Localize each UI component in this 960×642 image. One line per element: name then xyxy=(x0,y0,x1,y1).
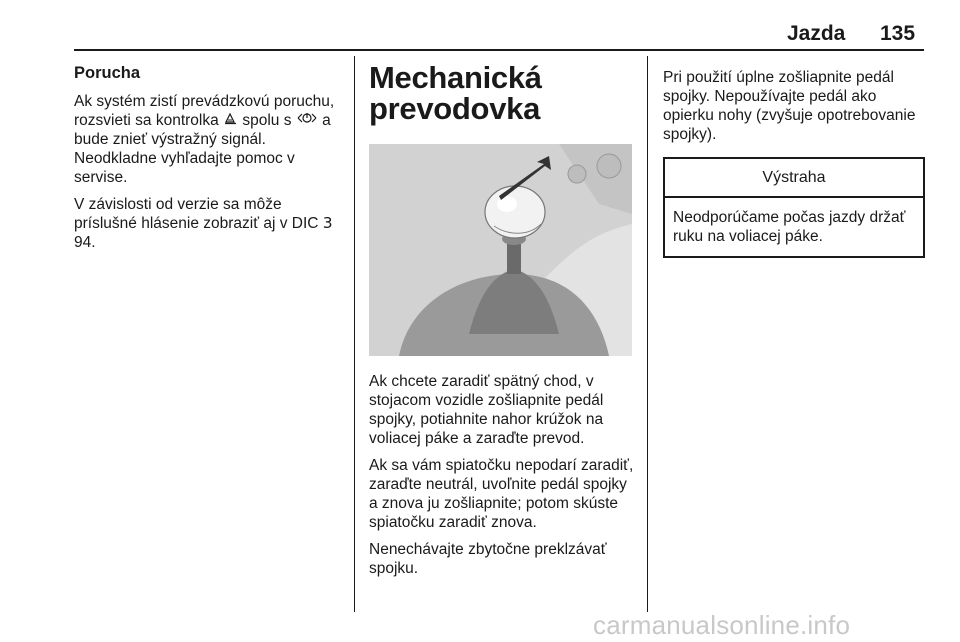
malfunction-paragraph: Ak systém zistí prevádzkovú poruchu, rozsvieti sa kontrolka spolu s a bude znieť výstražný signál. Neodkladne vyhľadajte pomoc v servise. xyxy=(74,93,335,186)
section-heading-manual-transmission: Mechanická prevodovka xyxy=(369,60,542,126)
page-number: 135 xyxy=(880,22,916,45)
watermark: carmanualsonline.info xyxy=(593,610,851,640)
dic-paragraph: V závislosti od verzie sa môže príslušné hlásenie zobraziť aj v DIC 3 94. xyxy=(74,196,333,251)
start-stop-icon xyxy=(296,111,318,130)
warning-title: Výstraha xyxy=(665,159,923,198)
reverse-gear-paragraph: Ak chcete zaradiť spätný chod, v stojacom vozidle zošliapnite pedál spojky, potiahnite nahor krúžok na voliacej páke a zaraďte prevod. xyxy=(369,373,604,447)
header-rule xyxy=(74,49,924,51)
warning-box xyxy=(663,157,925,258)
column-divider xyxy=(647,56,648,612)
page-reference-icon: 3 xyxy=(322,214,333,232)
column-right xyxy=(663,68,927,258)
column-left xyxy=(74,64,346,260)
engine-warning-icon xyxy=(223,111,238,130)
section-heading-malfunction: Porucha xyxy=(74,64,141,82)
column-middle xyxy=(369,62,635,586)
running-header-title: Jazda xyxy=(787,22,846,45)
warning-text: Neodporúčame počas jazdy držať ruku na voliacej páke. xyxy=(673,209,906,245)
clutch-slip-paragraph: Nenechávajte zbytočne preklzávať spojku. xyxy=(369,541,607,577)
gear-lever-illustration xyxy=(369,144,632,356)
reverse-retry-paragraph: Ak sa vám spiatočku nepodarí zaradiť, zaraďte neutrál, uvoľnite pedál spojky a znova ju zošliapnite; potom skúste spiatočku zaradiť znova. xyxy=(369,457,634,531)
clutch-usage-paragraph: Pri použití úplne zošliapnite pedál spojky. Nepoužívajte pedál ako opierku nohy (zvyšuje opotrebovanie spojky). xyxy=(663,69,916,143)
column-divider xyxy=(354,56,355,612)
page-reference: 94. xyxy=(74,234,96,251)
